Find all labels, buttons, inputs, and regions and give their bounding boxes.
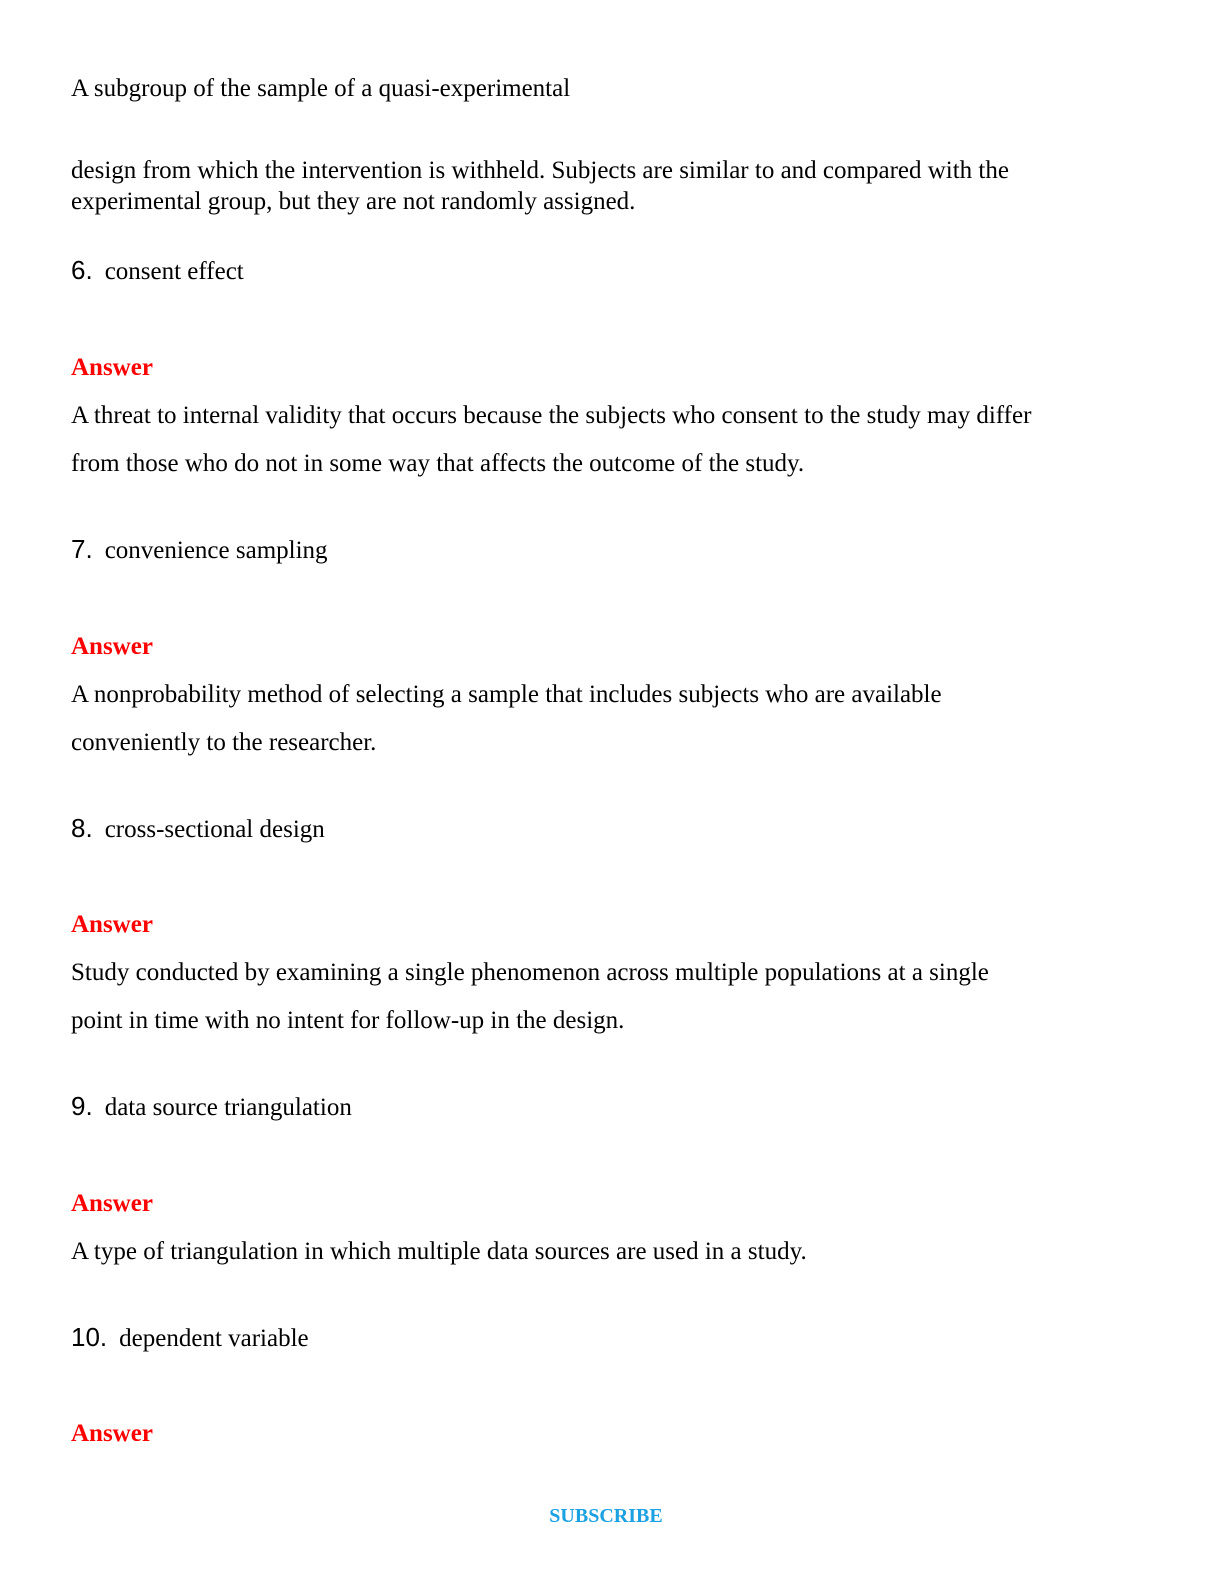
answer-label: Answer — [71, 911, 153, 938]
answer-text-line: A type of triangulation in which multiple data sources are used in a study. — [71, 1238, 807, 1265]
question-8 — [71, 813, 325, 845]
answer-text-line: A nonprobability method of selecting a sample that includes subjects who are available — [71, 681, 942, 708]
answer-text-line: A threat to internal validity that occurs because the subjects who consent to the study may differ — [71, 402, 1032, 429]
question-10 — [71, 1322, 309, 1354]
answer-label: Answer — [71, 1420, 153, 1447]
question-number: 6. — [71, 255, 93, 285]
intro-line-2: design from which the intervention is withheld. Subjects are similar to and compared with the — [71, 157, 1009, 184]
question-number: 9. — [71, 1091, 93, 1121]
question-9 — [71, 1091, 352, 1123]
subscribe-link[interactable]: SUBSCRIBE — [549, 1505, 663, 1527]
question-7 — [71, 534, 328, 566]
question-number: 8. — [71, 813, 93, 843]
answer-label: Answer — [71, 354, 153, 381]
question-term: dependent variable — [119, 1325, 309, 1352]
intro-line-1: A subgroup of the sample of a quasi-experimental — [71, 75, 571, 102]
answer-label: Answer — [71, 1190, 153, 1217]
question-term: data source triangulation — [104, 1094, 352, 1121]
answer-text-line: from those who do not in some way that affects the outcome of the study. — [71, 450, 805, 477]
question-term: cross-sectional design — [104, 816, 325, 843]
answer-text-line: point in time with no intent for follow-up in the design. — [71, 1007, 625, 1034]
question-6 — [71, 255, 244, 287]
question-number: 7. — [71, 534, 93, 564]
answer-label: Answer — [71, 633, 153, 660]
question-term: convenience sampling — [104, 537, 328, 564]
intro-line-3: experimental group, but they are not randomly assigned. — [71, 188, 636, 215]
question-number: 10. — [71, 1322, 108, 1352]
answer-text-line: conveniently to the researcher. — [71, 729, 377, 756]
question-term: consent effect — [104, 258, 244, 285]
answer-text-line: Study conducted by examining a single phenomenon across multiple populations at a single — [71, 959, 989, 986]
